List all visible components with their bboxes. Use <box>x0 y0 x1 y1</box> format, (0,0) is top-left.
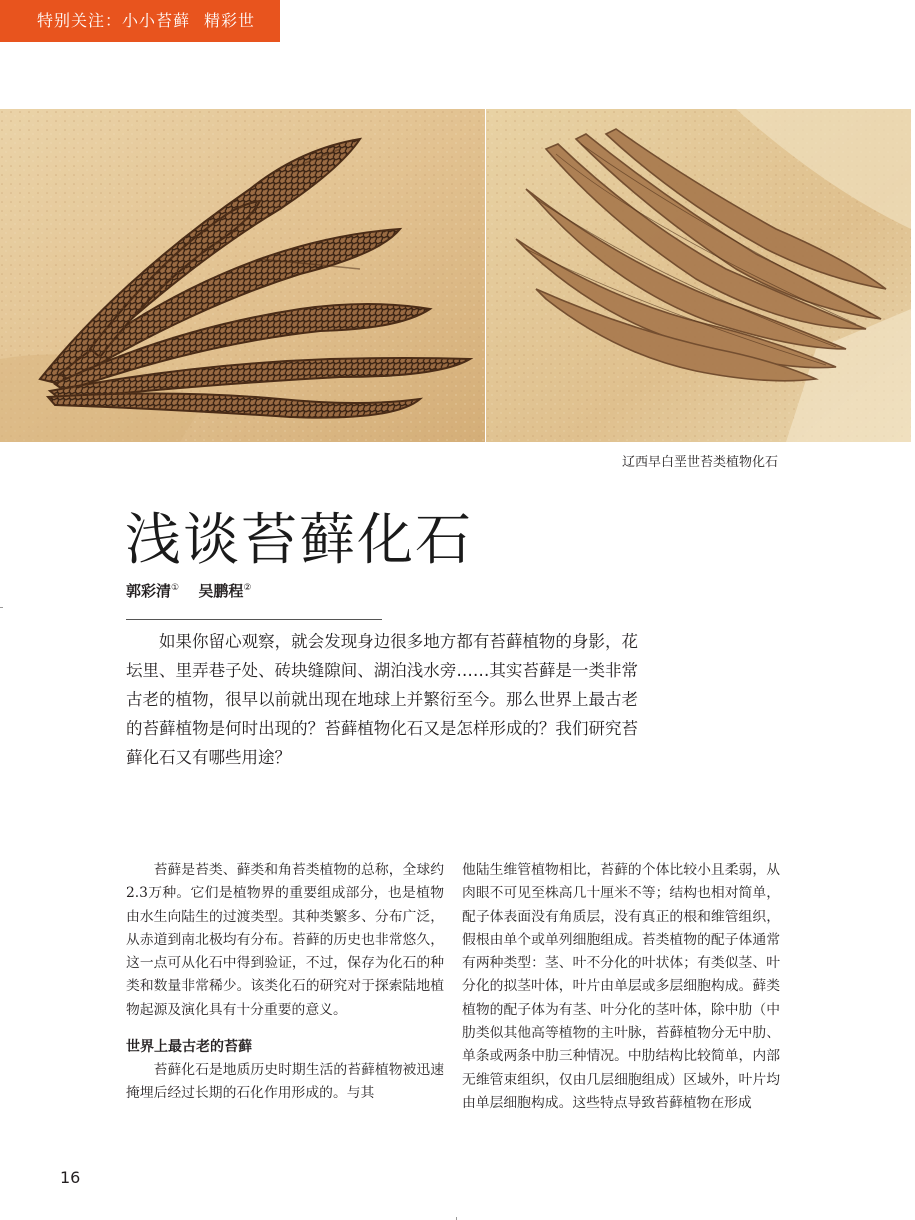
fossil-photo-right <box>486 109 911 442</box>
section-label: 特别关注： <box>37 11 123 30</box>
author-line <box>126 580 251 601</box>
body-paragraph: 苔藓是苔类、藓类和角苔类植物的总称，全球约2.3万种。它们是植物界的重要组成部分，也是植物由水生向陆生的过渡类型。其种类繁多、分布广泛，从赤道到南北极均有分布。苔藓的历史也非常悠久，这一点可从化石中得到验证，不过，保存为化石的种类和数量非常稀少。该类化石的研究对于探索陆地植物起源及演化具有十分重要的意义。 <box>126 862 444 1018</box>
section-header-bar <box>0 0 280 72</box>
section-topic: 小小苔藓 <box>122 11 191 30</box>
body-column-left <box>126 859 444 1106</box>
author-name: 郭彩清 <box>126 582 172 600</box>
crop-mark <box>0 607 3 608</box>
photo-caption: 辽西早白垩世苔类植物化石 <box>621 455 778 470</box>
section-subtitle: 精彩世界 <box>37 11 256 72</box>
author-name: 吴鹏程 <box>198 582 244 600</box>
page-number: 16 <box>60 1168 81 1187</box>
fossil-photo-left <box>0 109 485 442</box>
author-footnote-mark: ② <box>243 583 252 593</box>
article-abstract: 如果你留心观察，就会发现身边很多地方都有苔藓植物的身影，花坛里、里弄巷子处、砖块缝隙间、湖泊浅水旁……其实苔藓是一类非常古老的植物，很早以前就出现在地球上并繁衍至今。那么世界上最古老的苔藓植物是何时出现的？苔藓植物化石又是怎样形成的？我们研究苔藓化石又有哪些用途？ <box>126 632 638 767</box>
author-footnote-mark: ① <box>171 583 180 593</box>
body-paragraph: 他陆生维管植物相比，苔藓的个体比较小且柔弱，从肉眼不可见至株高几十厘米不等；结构也相对简单，配子体表面没有角质层，没有真正的根和维管组织，假根由单个或单列细胞组成。苔类植物的配子体通常有两种类型：茎、叶不分化的叶状体；有类似茎、叶分化的拟茎叶体，叶片由单层或多层细胞构成。藓类植物的配子体为有茎、叶分化的茎叶体，除中肋（中肋类似其他高等植物的主叶脉，苔藓植物分无中肋、单条或两条中肋三种情况。中肋结构比较简单，内部无维管束组织，仅由几层细胞组成）区域外，叶片均由单层细胞构成。这些特点导致苔藓植物在形成 <box>462 862 780 1111</box>
section-heading: 世界上最古老的苔藓 <box>126 1039 252 1056</box>
body-paragraph: 苔藓化石是地质历史时期生活的苔藓植物被迅速掩埋后经过长期的石化作用形成的。与其 <box>126 1062 444 1102</box>
body-column-right <box>462 859 780 1115</box>
article-title: 浅谈苔藓化石 <box>125 508 473 573</box>
title-divider <box>126 619 382 620</box>
